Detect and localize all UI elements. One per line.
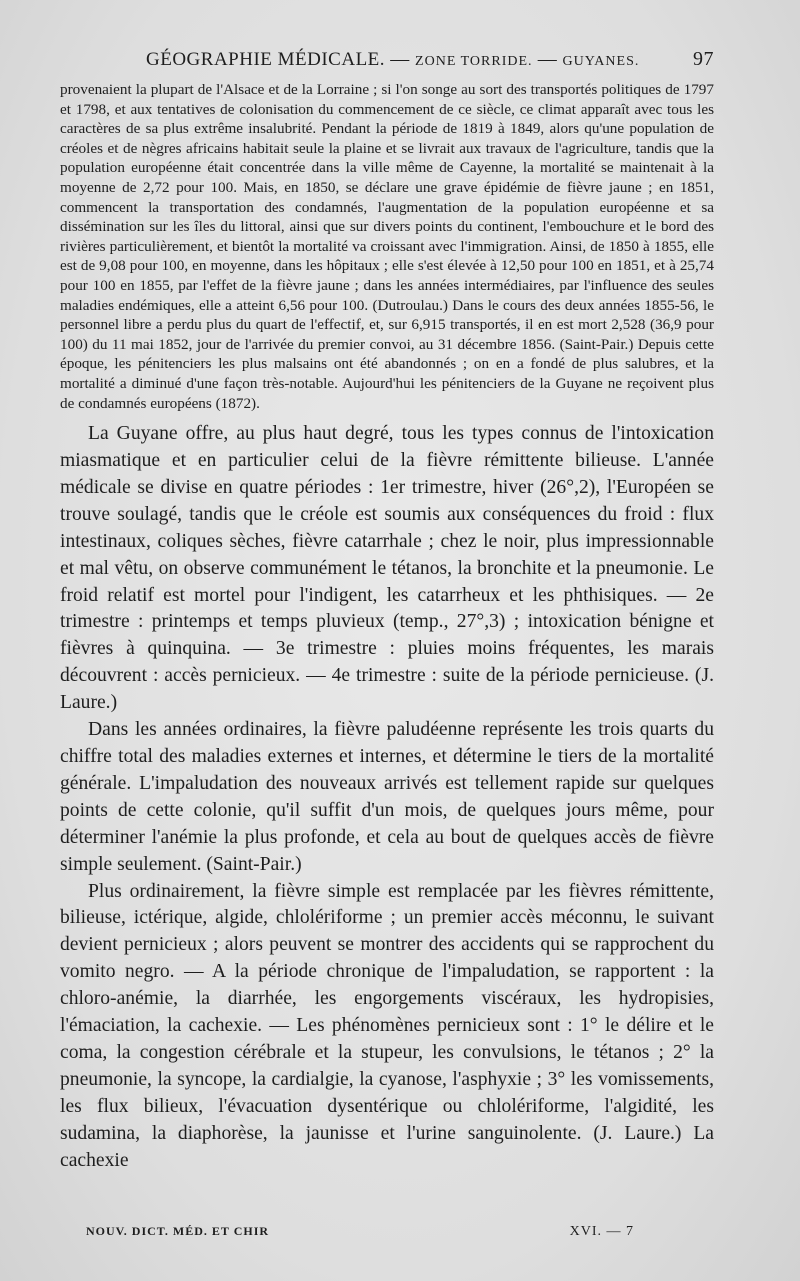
separator: — bbox=[537, 49, 558, 70]
paragraph-3: Plus ordinairement, la fièvre simple est remplacée par les fièvres rémittente, bilieuse, ictérique, algide, chlolériforme ; un premier accès méconnu, le suivant devient pernicieux ; alors peuvent se montrer des accidents qui se rapprochent du vomito negro. — A la période chronique de l'impaludation, se rapportent : la chloro-anémie, la diarrhée, les engorgements viscéraux, les hydropisies, l'émaciation, la cachexie. — Les phénomènes pernicieux sont : 1° le délire et le coma, la congestion cérébrale et la stupeur, les convulsions, le tétanos ; 2° la pneumonie, la syncope, la cardialgie, la cyanose, l'asphyxie ; 3° les vomissements, les flux bilieux, l'évacuation dysentérique ou chlolériforme, l'algidité, les sudamina, la diaphorèse, la jaunisse et l'urine sanguinolente. (J. Laure.) La cachexie bbox=[60, 880, 714, 1171]
separator: — bbox=[390, 49, 410, 70]
small-print-paragraph: provenaient la plupart de l'Alsace et de la Lorraine ; si l'on songe au sort des transportés politiques de 1797 et 1798, et aux tentatives de colonisation du commencement de ce siècle, ce climat apparaît avec tous les caractères de sa plus extrême insalubrité. Pendant la période de 1819 à 1849, alors qu'une population de créoles et de nègres africains habitait seule la plaine et se livrait aux travaux de l'agriculture, tandis que la population européenne était concentrée dans la ville même de Cayenne, la mortalité se maintenait à la moyenne de 2,72 pour 100. Mais, en 1850, se déclare une grave épidémie de fièvre jaune ; en 1851, commencent la transportation des condamnés, l'augmentation de la population européenne et sa dissémination sur les îles du littoral, ainsi que sur divers points du continent, l'embouchure et le bord des rivières particulièrement, et bientôt la mortalité va croissant avec l'immigration. Ainsi, de 1850 à 1855, elle est de 9,08 pour 100, en moyenne, dans les hôpitaux ; elle s'est élevée à 12,50 pour 100 en 1851, et à 25,74 pour 100 en 1855, par l'effet de la fièvre jaune ; dans les années intermédiaires, par l'influence des seules maladies endémiques, elle a atteint 6,56 pour 100. (Dutroulau.) Dans le cours des deux années 1855-56, le personnel libre a perdu plus du quart de l'effectif, et, sur 6,915 transportés, il en est mort 2,528 (36,9 pour 100) du 11 mai 1852, jour de l'arrivée du premier convoi, au 31 décembre 1856. (Saint-Pair.) Depuis cette époque, les pénitenciers les plus malsains ont été abandonnés ; on en a fondé de plus salubres, et la mortalité a diminué d'une façon très-notable. Aujourd'hui les pénitenciers de la Guyane ne reçoivent plus de condamnés européens (1872). bbox=[60, 81, 714, 412]
region-text: GUYANES. bbox=[562, 54, 640, 69]
running-title bbox=[146, 49, 639, 71]
title-text: GÉOGRAPHIE MÉDICALE. bbox=[146, 49, 386, 70]
zone-text: ZONE TORRIDE. bbox=[415, 54, 533, 69]
page-number: 97 bbox=[693, 48, 714, 70]
footer-signature-left: NOUV. DICT. MÉD. ET CHIR bbox=[86, 1224, 270, 1238]
page-footer bbox=[86, 1224, 714, 1240]
paragraph-2: Dans les années ordinaires, la fièvre paludéenne représente les trois quarts du chiffre total des maladies externes et internes, et détermine le tiers de la mortalité générale. L'impaludation des nouveaux arrivés est tellement rapide sur quelques points de cette colonie, qu'il suffit d'un mois, de quelques jours même, pour déterminer l'anémie la plus profonde, et cela au bout de quelques accès de fièvre simple seulement. (Saint-Pair.) bbox=[60, 719, 714, 875]
footer-signature-right: XVI. — 7 bbox=[569, 1224, 634, 1239]
paragraph-1: La Guyane offre, au plus haut degré, tous les types connus de l'intoxication miasmatique et en particulier celui de la fièvre rémittente bilieuse. L'année médicale se divise en quatre périodes : 1er trimestre, hiver (26°,2), l'Européen se trouve soulagé, tandis que le créole est soumis aux conséquences du froid : flux intestinaux, coliques sèches, fièvre catarrhale ; chez le noir, plus impressionnable et mal vêtu, on observe communément le tétanos, la bronchite et la pneumonie. Le froid relatif est mortel pour l'indigent, les catarrheux et les phthisiques. — 2e trimestre : printemps et temps pluvieux (temp., 27°,3) ; intoxication bénigne et fièvres à quinquina. — 3e trimestre : pluies moins fréquentes, les marais découvrent : accès pernicieux. — 4e trimestre : suite de la période pernicieuse. (J. Laure.) bbox=[60, 423, 714, 714]
running-head bbox=[146, 48, 714, 80]
